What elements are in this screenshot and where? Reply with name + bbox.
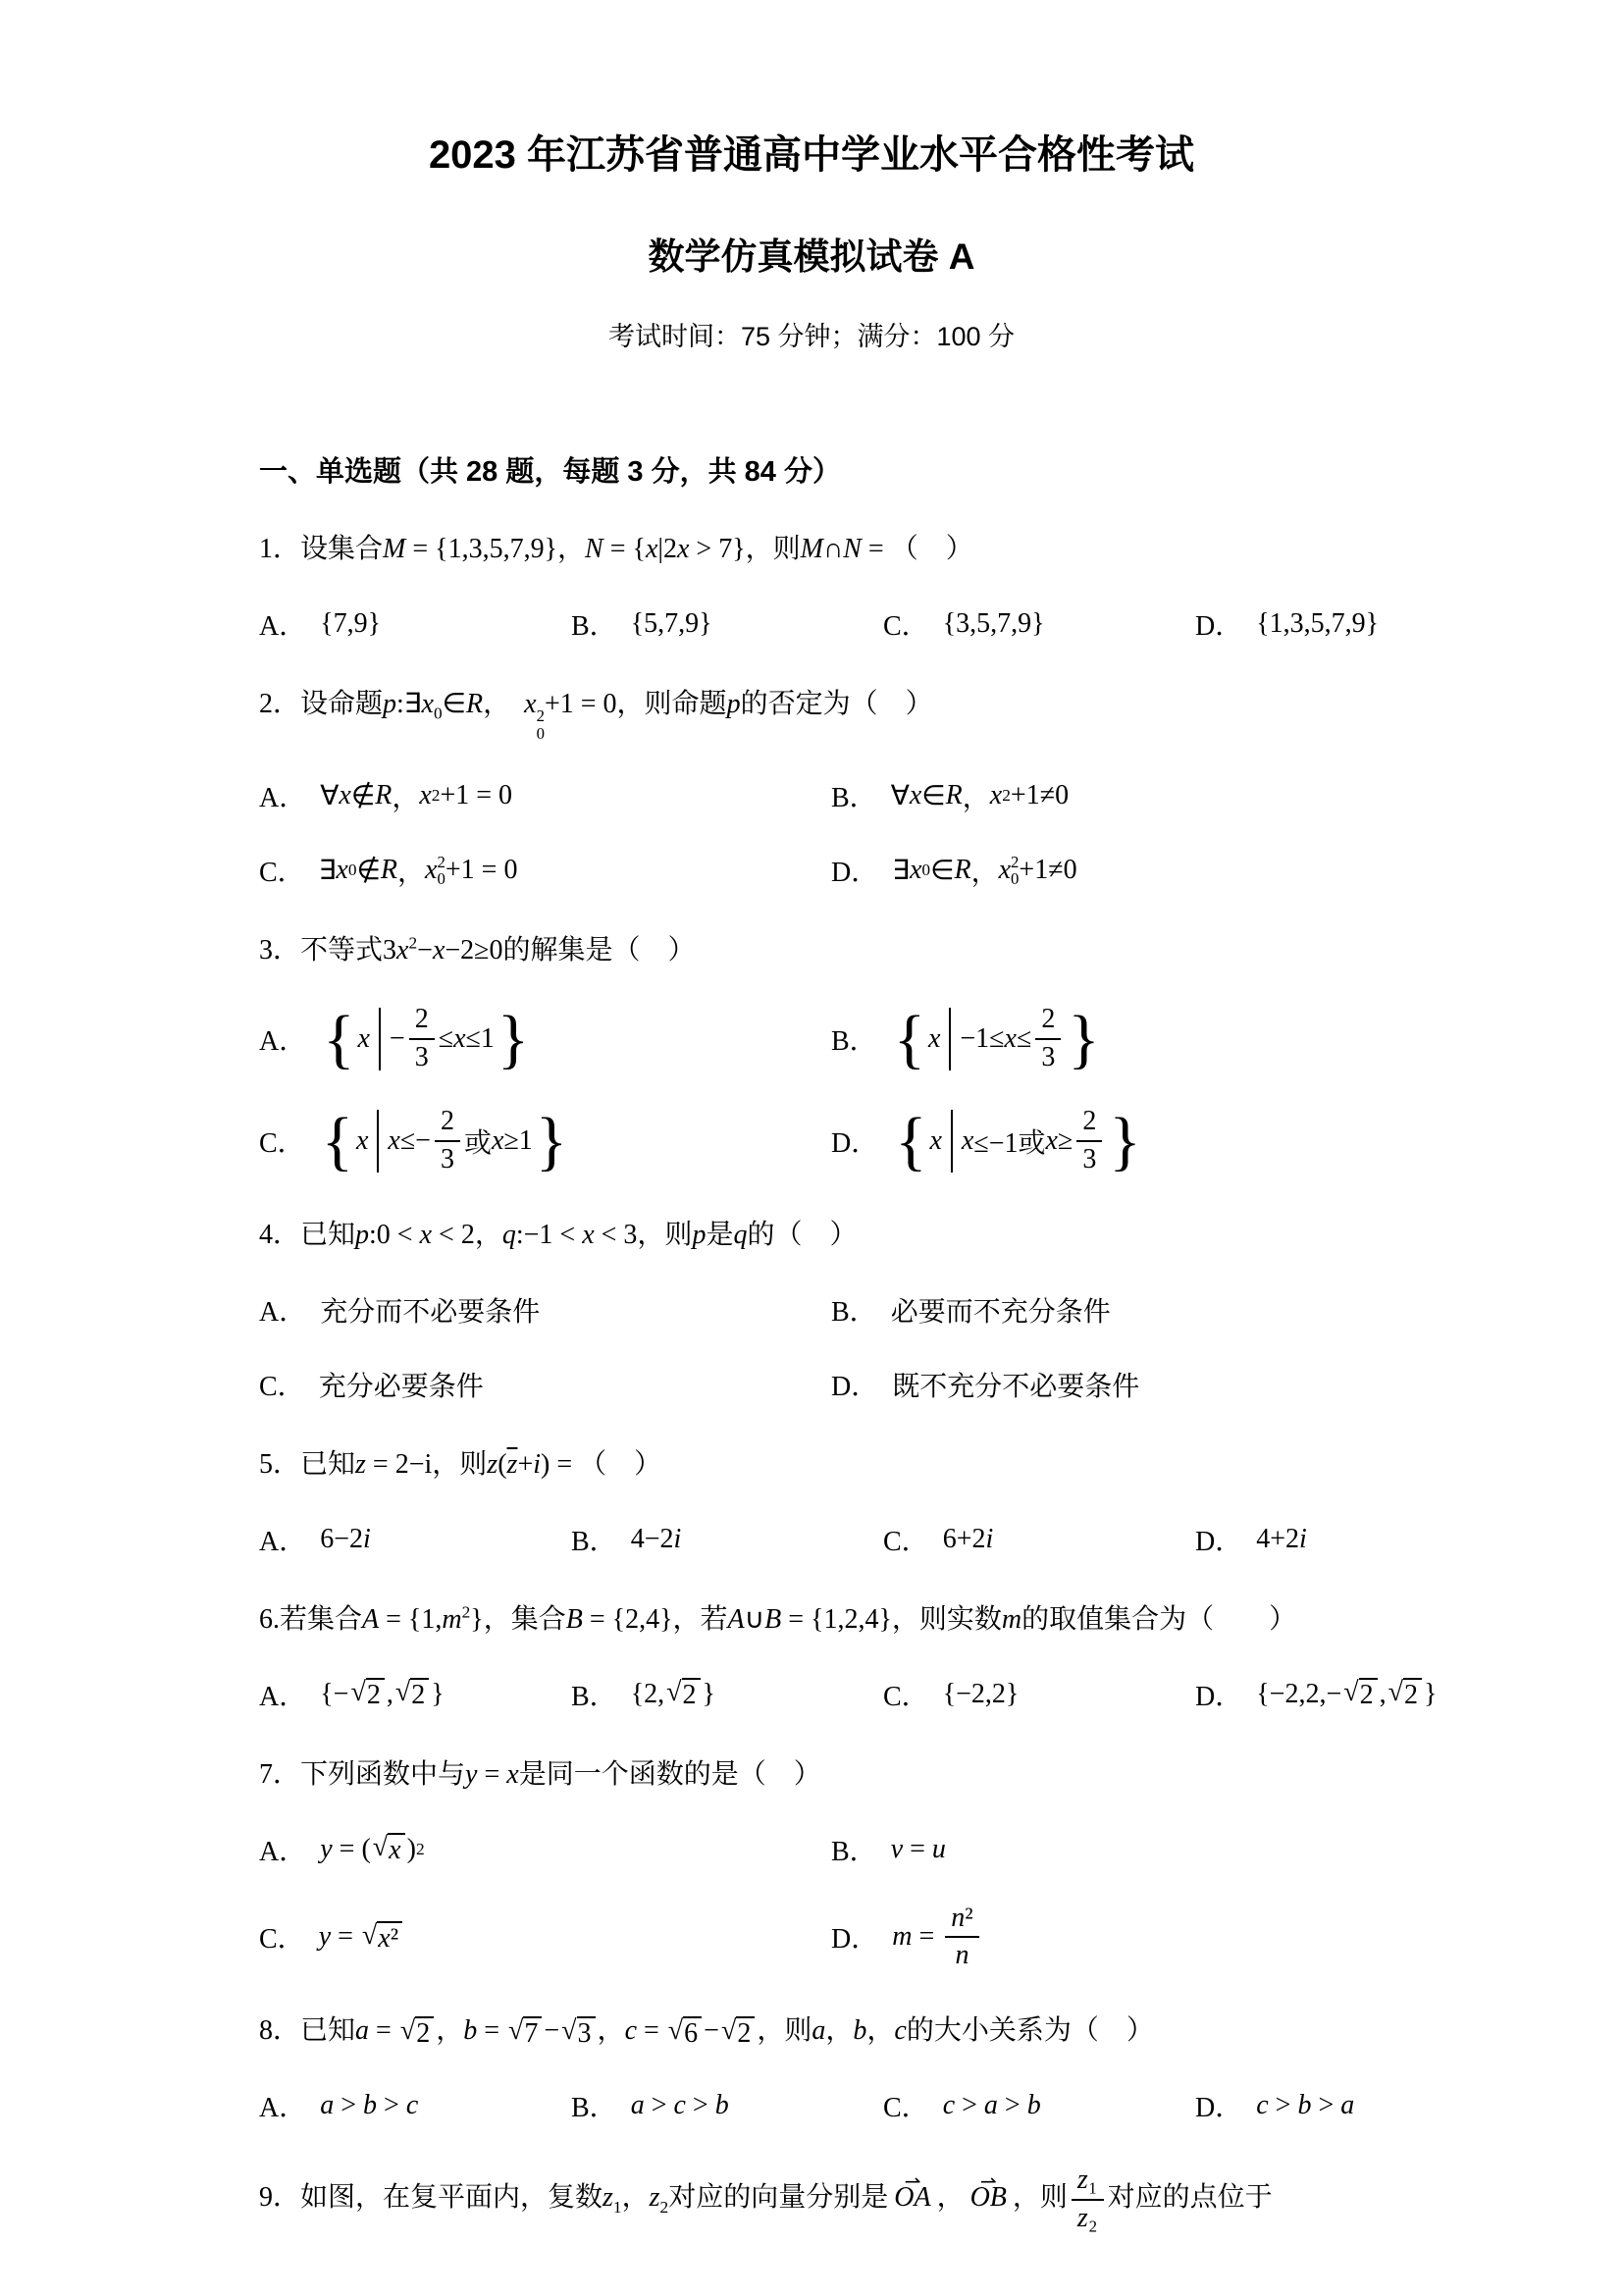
math-fraction: $\frac{2}{3}$ — [409, 1005, 435, 1073]
question-stem: 9．如图，在复平面内，复数$z_1$，$z_2$对应的向量分别是 OA ⇀ ， OB ⇀ ，则 $\frac{\text{z₁}}{\text{z₂}}$ 对应的点位于 — [259, 2166, 1525, 2234]
options-row — [259, 1674, 1525, 1715]
question-stem: 2．设命题$p:\exists x_0\in R$， x 2 0 +1 = 0，则命题p的否定为（ ） — [259, 689, 933, 743]
math-var: n — [955, 1940, 969, 1971]
radical-sign: √ — [394, 1677, 411, 1708]
option-label: C． — [883, 1526, 929, 1557]
math-subsup: 2 0 — [1011, 852, 1020, 889]
math-var: c — [894, 2015, 907, 2047]
options-row — [259, 1364, 1525, 1405]
question-stem: 5．已知z = 2−i，则$z(\overline{z}+i)$ = （ ） — [259, 1448, 662, 1480]
math-var: B — [565, 1603, 583, 1635]
math-sqrt: √ 2 — [350, 1678, 384, 1709]
option-C — [883, 1519, 1195, 1560]
option-body: {5,7,9} — [630, 608, 712, 639]
set-divider — [377, 1110, 379, 1173]
math-var: z — [355, 1448, 366, 1480]
option-label: C． — [259, 858, 305, 889]
option-body: c > a > b — [942, 2090, 1041, 2121]
math-var: p — [383, 689, 397, 719]
math-var: R — [945, 780, 963, 811]
math-var: c — [405, 2090, 419, 2121]
math-fraction: $\frac{\text{z₁}}{\text{z₂}}$ — [1072, 2166, 1104, 2234]
exam-title: 2023 年江苏省普通高中学业水平合格性考试 — [428, 133, 1195, 177]
option-body: {−2,2,− √ 2 , √ 2 } — [1256, 1677, 1438, 1711]
math-var: x — [419, 1219, 433, 1250]
option-B — [831, 775, 1525, 816]
option-body: {1,3,5,7,9} — [1256, 608, 1380, 639]
option-B — [571, 2085, 883, 2126]
option-C — [883, 603, 1195, 645]
math-var: M — [800, 534, 823, 564]
math-var: x — [524, 689, 537, 719]
math-var: p — [726, 689, 741, 719]
math-sqrt: √ 2 — [395, 1678, 429, 1709]
option-D — [1195, 1519, 1525, 1560]
option-label: D． — [1195, 1681, 1243, 1712]
question-5 — [259, 1444, 1525, 1560]
math-var: z — [602, 2182, 613, 2214]
option-label: A． — [259, 1526, 307, 1557]
option-D — [831, 1904, 1525, 1972]
option-body: v = u — [890, 1833, 946, 1864]
radical-sign: √ — [361, 1920, 378, 1952]
math-var: b — [363, 2090, 378, 2121]
option-label: D． — [831, 1371, 879, 1402]
option-label: C． — [883, 1681, 929, 1712]
math-var: p — [355, 1219, 370, 1250]
option-label: B． — [831, 1836, 877, 1867]
option-body: { x − $\frac{2}{3}$ ≤ x ≤1 } — [323, 1002, 530, 1076]
math-var: R — [380, 855, 398, 886]
math-var: x — [676, 534, 690, 564]
math-sqrt: √ x² — [362, 1921, 402, 1953]
math-var: n — [951, 1902, 966, 1933]
question-1 — [259, 529, 1525, 645]
radical-sign: √ — [1387, 1677, 1404, 1708]
math-var: x — [1004, 1023, 1017, 1055]
option-label: B． — [831, 783, 877, 814]
math-var: m — [1001, 1603, 1022, 1635]
math-var: z — [649, 2182, 660, 2214]
math-subsup: 2 0 — [536, 706, 545, 743]
math-var: x — [909, 855, 922, 886]
math-subsup: 2 0 — [437, 852, 445, 889]
math-var: x — [378, 1923, 391, 1955]
option-body: y = ( √ x ) 2 — [320, 1832, 425, 1866]
math-var: x — [645, 534, 658, 564]
math-sqrt: √ 2 — [400, 2016, 434, 2048]
math-var: q — [733, 1219, 748, 1250]
math-var: i — [363, 1523, 371, 1554]
option-D — [1195, 603, 1525, 645]
option-A — [259, 1674, 571, 1715]
math-sqrt: √ 2 — [721, 2016, 755, 2048]
math-var: R — [466, 689, 484, 719]
option-body: 6+2 i — [942, 1523, 994, 1554]
math-var: x — [336, 855, 348, 886]
math-var: z — [487, 1448, 498, 1480]
option-label: C． — [883, 2093, 929, 2124]
math-sqrt: √ 2 — [666, 1678, 700, 1709]
math-sqrt: √ 6 — [668, 2016, 702, 2048]
math-var: x — [927, 1023, 941, 1055]
math-var: A — [727, 1603, 745, 1635]
math-var: c — [624, 2015, 637, 2047]
option-body: 充分而不必要条件 — [320, 1296, 541, 1328]
math-sqrt: √ 3 — [561, 2016, 595, 2048]
question-list — [259, 529, 1525, 2234]
math-var: b — [853, 2015, 867, 2047]
math-fraction: $\frac{2}{3}$ — [1076, 1107, 1102, 1175]
math-var: M — [383, 534, 406, 564]
options-row — [259, 2085, 1525, 2126]
math-var: x — [432, 935, 445, 966]
math-sqrt: √ 2 — [1388, 1678, 1422, 1709]
math-var: u — [931, 1833, 946, 1864]
math-var: y — [465, 1758, 478, 1790]
option-body: { x −1≤ x ≤ $\frac{2}{3}$ } — [893, 1002, 1100, 1076]
option-label: D． — [831, 1127, 879, 1159]
math-var: a — [355, 2015, 370, 2047]
option-label: B． — [571, 1526, 617, 1557]
exam-meta: 考试时间：75 分钟；满分：100 分 — [607, 322, 1016, 351]
math-var: R — [954, 855, 971, 886]
math-var: x — [388, 1124, 400, 1156]
math-fraction: $\frac{2}{3}$ — [435, 1107, 460, 1175]
math-var: x — [989, 780, 1003, 811]
option-body: { x x ≤− $\frac{2}{3}$ 或 x ≥1 } — [321, 1103, 568, 1177]
math-fraction: $\frac{2}{3}$ — [1035, 1005, 1061, 1073]
exam-subtitle: 数学仿真模拟试卷 A — [648, 236, 975, 277]
math-var: x — [961, 1124, 974, 1156]
radical-sign: √ — [1343, 1677, 1359, 1708]
option-label: C． — [259, 1371, 305, 1402]
math-var: x — [389, 1835, 401, 1866]
option-label: B． — [571, 1681, 617, 1712]
math-var: q — [501, 1219, 516, 1250]
option-B — [831, 1002, 1525, 1076]
math-var: N — [843, 534, 862, 564]
math-sqrt — [373, 1833, 405, 1864]
math-var: N — [585, 534, 603, 564]
option-body: ∃ x 0 ∈ R ， x 2 0 +1≠0 — [892, 852, 1077, 889]
question-3 — [259, 930, 1525, 1177]
math-var: x — [582, 1219, 595, 1250]
option-label: A． — [259, 1296, 307, 1328]
math-var: x — [419, 780, 432, 811]
option-label: D． — [831, 858, 879, 889]
option-label: D． — [1195, 1526, 1243, 1557]
option-A — [259, 2085, 571, 2126]
option-label: C． — [259, 1127, 305, 1159]
options-row — [259, 603, 1525, 645]
option-B — [571, 603, 883, 645]
option-label: A． — [259, 1681, 307, 1712]
option-A — [259, 1289, 831, 1331]
option-C — [883, 1674, 1195, 1715]
set-divider — [951, 1110, 953, 1173]
option-B — [831, 1289, 1525, 1331]
option-body: {7,9} — [320, 608, 382, 639]
option-C — [259, 1916, 831, 1957]
math-var: a — [812, 2015, 826, 2047]
math-var: z — [1076, 2165, 1088, 2196]
question-stem: 4．已知p:0 < x < 2，q:−1 < x < 3，则p是q的（ ） — [259, 1219, 858, 1250]
option-A — [259, 603, 571, 645]
math-var: i — [673, 1523, 682, 1554]
options-row — [259, 850, 1525, 891]
option-label: A． — [259, 1026, 307, 1058]
option-D — [831, 850, 1525, 891]
options-row — [259, 775, 1525, 816]
option-body: c > b > a — [1256, 2090, 1355, 2121]
question-6 — [259, 1599, 1525, 1715]
option-body: 必要而不充分条件 — [890, 1296, 1111, 1328]
math-var: y — [318, 1921, 332, 1953]
option-D — [1195, 1674, 1525, 1715]
option-body: ∃ x 0 ∉ R ， x 2 0 +1 = 0 — [318, 852, 518, 889]
math-var: R — [375, 780, 393, 811]
radical-sign: √ — [667, 2015, 684, 2047]
math-var: x — [421, 689, 434, 719]
option-body: {− √ 2 , √ 2 } — [320, 1677, 445, 1711]
option-body: a > c > b — [630, 2090, 729, 2121]
math-var: x — [1045, 1124, 1058, 1156]
option-D — [1195, 2085, 1525, 2126]
options-row — [259, 1829, 1525, 1870]
options-row — [259, 1904, 1525, 1972]
option-B — [571, 1674, 883, 1715]
option-label: D． — [1195, 611, 1243, 642]
radical-sign: √ — [508, 2015, 524, 2047]
option-C — [259, 850, 831, 891]
math-var: b — [1297, 2090, 1312, 2121]
question-stem: 6.若集合$A = \{1,m^2\}$，集合B = {2,4}，若A∪B = {1,2,4}，则实数m的取值集合为（ ） — [259, 1602, 1297, 1635]
option-A — [259, 1519, 571, 1560]
option-C — [883, 2085, 1195, 2126]
option-body: {3,5,7,9} — [942, 608, 1045, 639]
math-var: x — [453, 1023, 466, 1055]
math-var: x — [355, 1124, 369, 1156]
option-body: 4+2 i — [1256, 1523, 1307, 1554]
math-var: c — [942, 2090, 956, 2121]
question-8 — [259, 2010, 1525, 2126]
question-9 — [259, 2166, 1525, 2234]
math-var: i — [985, 1523, 994, 1554]
math-var: a — [630, 2090, 645, 2121]
option-body: y = √ x² — [319, 1921, 404, 1953]
option-body: {2, √ 2 } — [630, 1677, 715, 1711]
math-var: A — [362, 1603, 380, 1635]
option-B — [571, 1519, 883, 1560]
option-body: 6−2 i — [320, 1523, 371, 1554]
math-var: x — [396, 935, 409, 966]
radical-sign: √ — [372, 1832, 389, 1863]
option-A — [259, 1829, 831, 1870]
option-A — [259, 1002, 831, 1076]
math-var: x — [998, 855, 1012, 886]
math-var: x — [357, 1023, 370, 1055]
option-label: A． — [259, 783, 307, 814]
option-label: C． — [259, 1924, 305, 1956]
math-var: m — [892, 1921, 913, 1953]
option-body: 充分必要条件 — [318, 1371, 484, 1402]
math-var: x — [425, 855, 438, 886]
math-var: c — [1256, 2090, 1269, 2121]
option-B — [831, 1829, 1525, 1870]
set-divider — [949, 1008, 951, 1070]
math-var: a — [983, 2090, 998, 2121]
option-label: B． — [831, 1296, 877, 1328]
option-label: B． — [571, 611, 617, 642]
exam-body — [259, 449, 1525, 2234]
option-body: ∀ x ∉ R ， x 2 +1 = 0 — [320, 780, 513, 814]
option-body: 既不充分不必要条件 — [892, 1371, 1140, 1402]
math-vector: OA ⇀ — [894, 2182, 930, 2213]
math-var: x — [492, 1124, 504, 1156]
section-heading: 一、单选题（共 28 题，每题 3 分，共 84 分） — [259, 456, 841, 488]
option-body: ∀ x ∈ R ， x 2 +1≠0 — [890, 780, 1070, 814]
math-conjugate: $\overline{z}$ — [506, 1448, 518, 1480]
radical-sign: √ — [561, 2015, 577, 2047]
math-var: b — [714, 2090, 729, 2121]
option-label: B． — [571, 2093, 617, 2124]
options-row — [259, 1002, 1525, 1076]
option-label: A． — [259, 611, 307, 642]
option-D — [831, 1103, 1525, 1177]
math-var: z — [1076, 2203, 1088, 2234]
math-var: x — [339, 780, 351, 811]
exam-header — [0, 0, 1623, 353]
math-var: m — [442, 1603, 462, 1635]
math-var: x — [929, 1124, 942, 1156]
math-var: a — [1340, 2090, 1355, 2121]
option-D — [831, 1364, 1525, 1405]
math-var: y — [320, 1833, 333, 1864]
options-row — [259, 1103, 1525, 1177]
math-var: b — [1026, 2090, 1041, 2121]
math-var: a — [320, 2090, 335, 2121]
question-stem: 8．已知a = √ 2 ，b = √ 7 − √ 3 ，c = √ 6 − √ 2 ，则a，b，c的大小关系为（ ） — [259, 2015, 1154, 2050]
radical-sign: √ — [399, 2015, 416, 2047]
options-row — [259, 1519, 1525, 1560]
question-4 — [259, 1215, 1525, 1405]
math-var: x — [506, 1758, 519, 1790]
question-stem: 1．设集合M = {1,3,5,7,9}，N = {x|2x > 7}，则M∩N = （ ） — [259, 534, 973, 564]
math-sqrt: √ 7 — [508, 2016, 542, 2048]
set-divider — [379, 1008, 381, 1070]
option-body: {−2,2} — [942, 1678, 1020, 1709]
options-row — [259, 1289, 1525, 1331]
option-label: C． — [883, 611, 929, 642]
math-var: c — [673, 2090, 686, 2121]
option-C — [259, 1364, 831, 1405]
math-var: i — [1299, 1523, 1307, 1554]
option-label: B． — [831, 1026, 877, 1058]
radical-sign: √ — [666, 1677, 682, 1708]
question-2 — [259, 684, 1525, 891]
option-C — [259, 1103, 831, 1177]
option-body: 4−2 i — [630, 1523, 682, 1554]
math-var: b — [463, 2015, 478, 2047]
option-label: D． — [831, 1924, 879, 1956]
question-stem: 7．下列函数中与y = x是同一个函数的是（ ） — [259, 1758, 821, 1790]
question-7 — [259, 1754, 1525, 1972]
math-vector: OB ⇀ — [970, 2182, 1007, 2213]
option-body: m = $\frac{\text{n²}}{n}$ — [892, 1904, 982, 1972]
option-body: { x x ≤−1或 x ≥ $\frac{2}{3}$ } — [895, 1103, 1141, 1177]
math-var: v — [890, 1833, 904, 1864]
option-A — [259, 775, 831, 816]
math-var: p — [692, 1219, 707, 1250]
math-var: i — [533, 1448, 542, 1480]
option-body: a > b > c — [320, 2090, 419, 2121]
math-fraction: $\frac{\text{n²}}{n}$ — [945, 1904, 978, 1972]
option-label: A． — [259, 1836, 307, 1867]
radical-sign: √ — [720, 2015, 737, 2047]
question-stem: 3．不等式$3x^2-x-2\ge 0$的解集是（ ） — [259, 934, 696, 966]
radical-sign: √ — [350, 1677, 366, 1708]
option-label: D． — [1195, 2093, 1243, 2124]
math-var: B — [764, 1603, 782, 1635]
math-var: x — [909, 780, 922, 811]
option-label: A． — [259, 2093, 307, 2124]
math-sqrt: √ 2 — [1343, 1678, 1377, 1709]
